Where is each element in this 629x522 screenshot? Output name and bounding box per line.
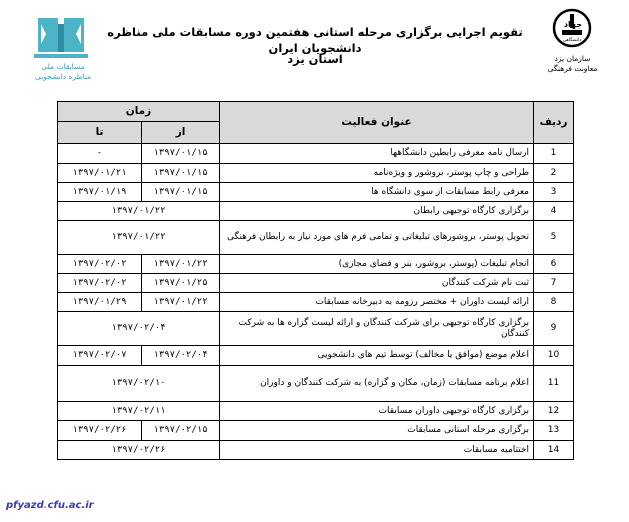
table-row bbox=[58, 293, 574, 312]
right-logo-word: جهاد bbox=[563, 20, 583, 29]
table-row bbox=[58, 421, 574, 441]
table-row bbox=[58, 255, 574, 274]
right-logo-sub: دانشگاهی bbox=[562, 38, 582, 43]
to-date-cell: ۱۳۹۷/۰۲/۰۲ bbox=[58, 274, 142, 293]
activity-cell: برگزاری کارگاه توجیهی برای شرکت کنندگان و ارائه لیست گزاره ها به شرکت کنندگان bbox=[220, 312, 534, 346]
table-row bbox=[58, 144, 574, 164]
row-number-cell: 4 bbox=[534, 202, 574, 221]
header-activity: عنوان فعالیت bbox=[220, 102, 534, 144]
header-time: زمان bbox=[58, 102, 220, 122]
date-range-cell: ۱۳۹۷/۰۱/۲۲ bbox=[58, 221, 220, 255]
row-number-cell: 12 bbox=[534, 402, 574, 421]
table-row bbox=[58, 312, 574, 346]
to-date-cell: ۱۳۹۷/۰۱/۲۹ bbox=[58, 293, 142, 312]
activity-cell: اعلام موضع (موافق یا مخالف) توسط تیم های دانشجویی bbox=[220, 346, 534, 366]
left-logo-line-2: مناظره دانشجویی bbox=[34, 72, 92, 81]
activity-cell: اعلام برنامه مسابقات (زمان، مکان و گزاره) به شرکت کنندگان و داوران bbox=[220, 366, 534, 402]
activity-cell: برگزاری مرحله استانی مسابقات bbox=[220, 421, 534, 441]
to-date-cell: ۱۳۹۷/۰۲/۰۲ bbox=[58, 255, 142, 274]
schedule-table bbox=[57, 101, 574, 460]
right-logo-line-1: سازمان یزد bbox=[554, 54, 591, 63]
debate-competition-logo bbox=[24, 10, 104, 94]
from-date-cell: ۱۳۹۷/۰۱/۱۵ bbox=[142, 144, 220, 164]
table-header-row bbox=[58, 102, 574, 122]
row-number-cell: 1 bbox=[534, 144, 574, 164]
row-number-cell: 5 bbox=[534, 221, 574, 255]
activity-cell: انجام تبلیغات (پوستر، بروشور، بنر و فضای مجازی) bbox=[220, 255, 534, 274]
date-range-cell: ۱۳۹۷/۰۲/۲۶ bbox=[58, 441, 220, 460]
row-number-cell: 13 bbox=[534, 421, 574, 441]
activity-cell: معرفی رابط مسابقات از سوی دانشگاه ها bbox=[220, 183, 534, 202]
activity-cell: تحویل پوستر، بروشورهای تبلیغاتی و تمامی فرم های مورد نیاز به رابطان فرهنگی bbox=[220, 221, 534, 255]
table-row bbox=[58, 221, 574, 255]
row-number-cell: 8 bbox=[534, 293, 574, 312]
table-row bbox=[58, 346, 574, 366]
to-date-cell: ۱۳۹۷/۰۱/۱۹ bbox=[58, 183, 142, 202]
row-number-cell: 2 bbox=[534, 164, 574, 183]
table-row bbox=[58, 164, 574, 183]
table-row bbox=[58, 441, 574, 460]
from-date-cell: ۱۳۹۷/۰۱/۲۵ bbox=[142, 274, 220, 293]
table-row bbox=[58, 402, 574, 421]
table-row bbox=[58, 183, 574, 202]
from-date-cell: ۱۳۹۷/۰۲/۱۵ bbox=[142, 421, 220, 441]
header-to: تا bbox=[58, 122, 142, 144]
row-number-cell: 7 bbox=[534, 274, 574, 293]
activity-cell: اختتامیه مسابقات bbox=[220, 441, 534, 460]
right-logo-line-2: معاونت فرهنگی bbox=[547, 64, 598, 73]
header-row-no: ردیف bbox=[534, 102, 574, 144]
from-date-cell: ۱۳۹۷/۰۱/۱۵ bbox=[142, 164, 220, 183]
from-date-cell: ۱۳۹۷/۰۲/۰۴ bbox=[142, 346, 220, 366]
row-number-cell: 14 bbox=[534, 441, 574, 460]
page-title: تقویم اجرایی برگزاری مرحله استانی هفتمین دوره مسابقات ملی مناظره دانشجویان ایران bbox=[107, 25, 523, 55]
to-date-cell: ۱۳۹۷/۰۲/۲۶ bbox=[58, 421, 142, 441]
date-range-cell: ۱۳۹۷/۰۲/۰۴ bbox=[58, 312, 220, 346]
table-body bbox=[58, 144, 574, 460]
page-subtitle: استان یزد bbox=[287, 52, 343, 66]
activity-cell: طراحی و چاپ پوستر، بروشور و ویژه‌نامه bbox=[220, 164, 534, 183]
row-number-cell: 10 bbox=[534, 346, 574, 366]
left-logo-line-1: مسابقات ملی bbox=[41, 62, 85, 71]
table-row bbox=[58, 366, 574, 402]
row-number-cell: 11 bbox=[534, 366, 574, 402]
from-date-cell: ۱۳۹۷/۰۱/۲۲ bbox=[142, 255, 220, 274]
to-date-cell: ۱۳۹۷/۰۱/۲۱ bbox=[58, 164, 142, 183]
to-date-cell: ۱۳۹۷/۰۲/۰۷ bbox=[58, 346, 142, 366]
row-number-cell: 6 bbox=[534, 255, 574, 274]
row-number-cell: 9 bbox=[534, 312, 574, 346]
table-row bbox=[58, 202, 574, 221]
date-range-cell: ۱۳۹۷/۰۲/۱۱ bbox=[58, 402, 220, 421]
watermark-part-3: cfu.ac.ir bbox=[47, 500, 94, 511]
watermark-part-2: . bbox=[43, 500, 48, 511]
watermark bbox=[6, 500, 94, 511]
header-from: از bbox=[142, 122, 220, 144]
activity-cell: ارائه لیست داوران + مختصر رزومه به دبیرخانه مسابقات bbox=[220, 293, 534, 312]
activity-cell: ثبت نام شرکت کنندگان bbox=[220, 274, 534, 293]
jahad-daneshgahi-logo bbox=[530, 8, 615, 82]
activity-cell: برگزاری کارگاه توجیهی رابطان bbox=[220, 202, 534, 221]
from-date-cell: ۱۳۹۷/۰۱/۲۲ bbox=[142, 293, 220, 312]
to-date-cell: - bbox=[58, 144, 142, 164]
from-date-cell: ۱۳۹۷/۰۱/۱۵ bbox=[142, 183, 220, 202]
date-range-cell: ۱۳۹۷/۰۱/۲۲ bbox=[58, 202, 220, 221]
activity-cell: ارسال نامه معرفی رابطین دانشگاهها bbox=[220, 144, 534, 164]
row-number-cell: 3 bbox=[534, 183, 574, 202]
watermark-part-1: pfyazd bbox=[6, 500, 44, 511]
date-range-cell: ۱۳۹۷/۰۲/۱۰ bbox=[58, 366, 220, 402]
table-row bbox=[58, 274, 574, 293]
activity-cell: برگزاری کارگاه توجیهی داوران مسابقات bbox=[220, 402, 534, 421]
